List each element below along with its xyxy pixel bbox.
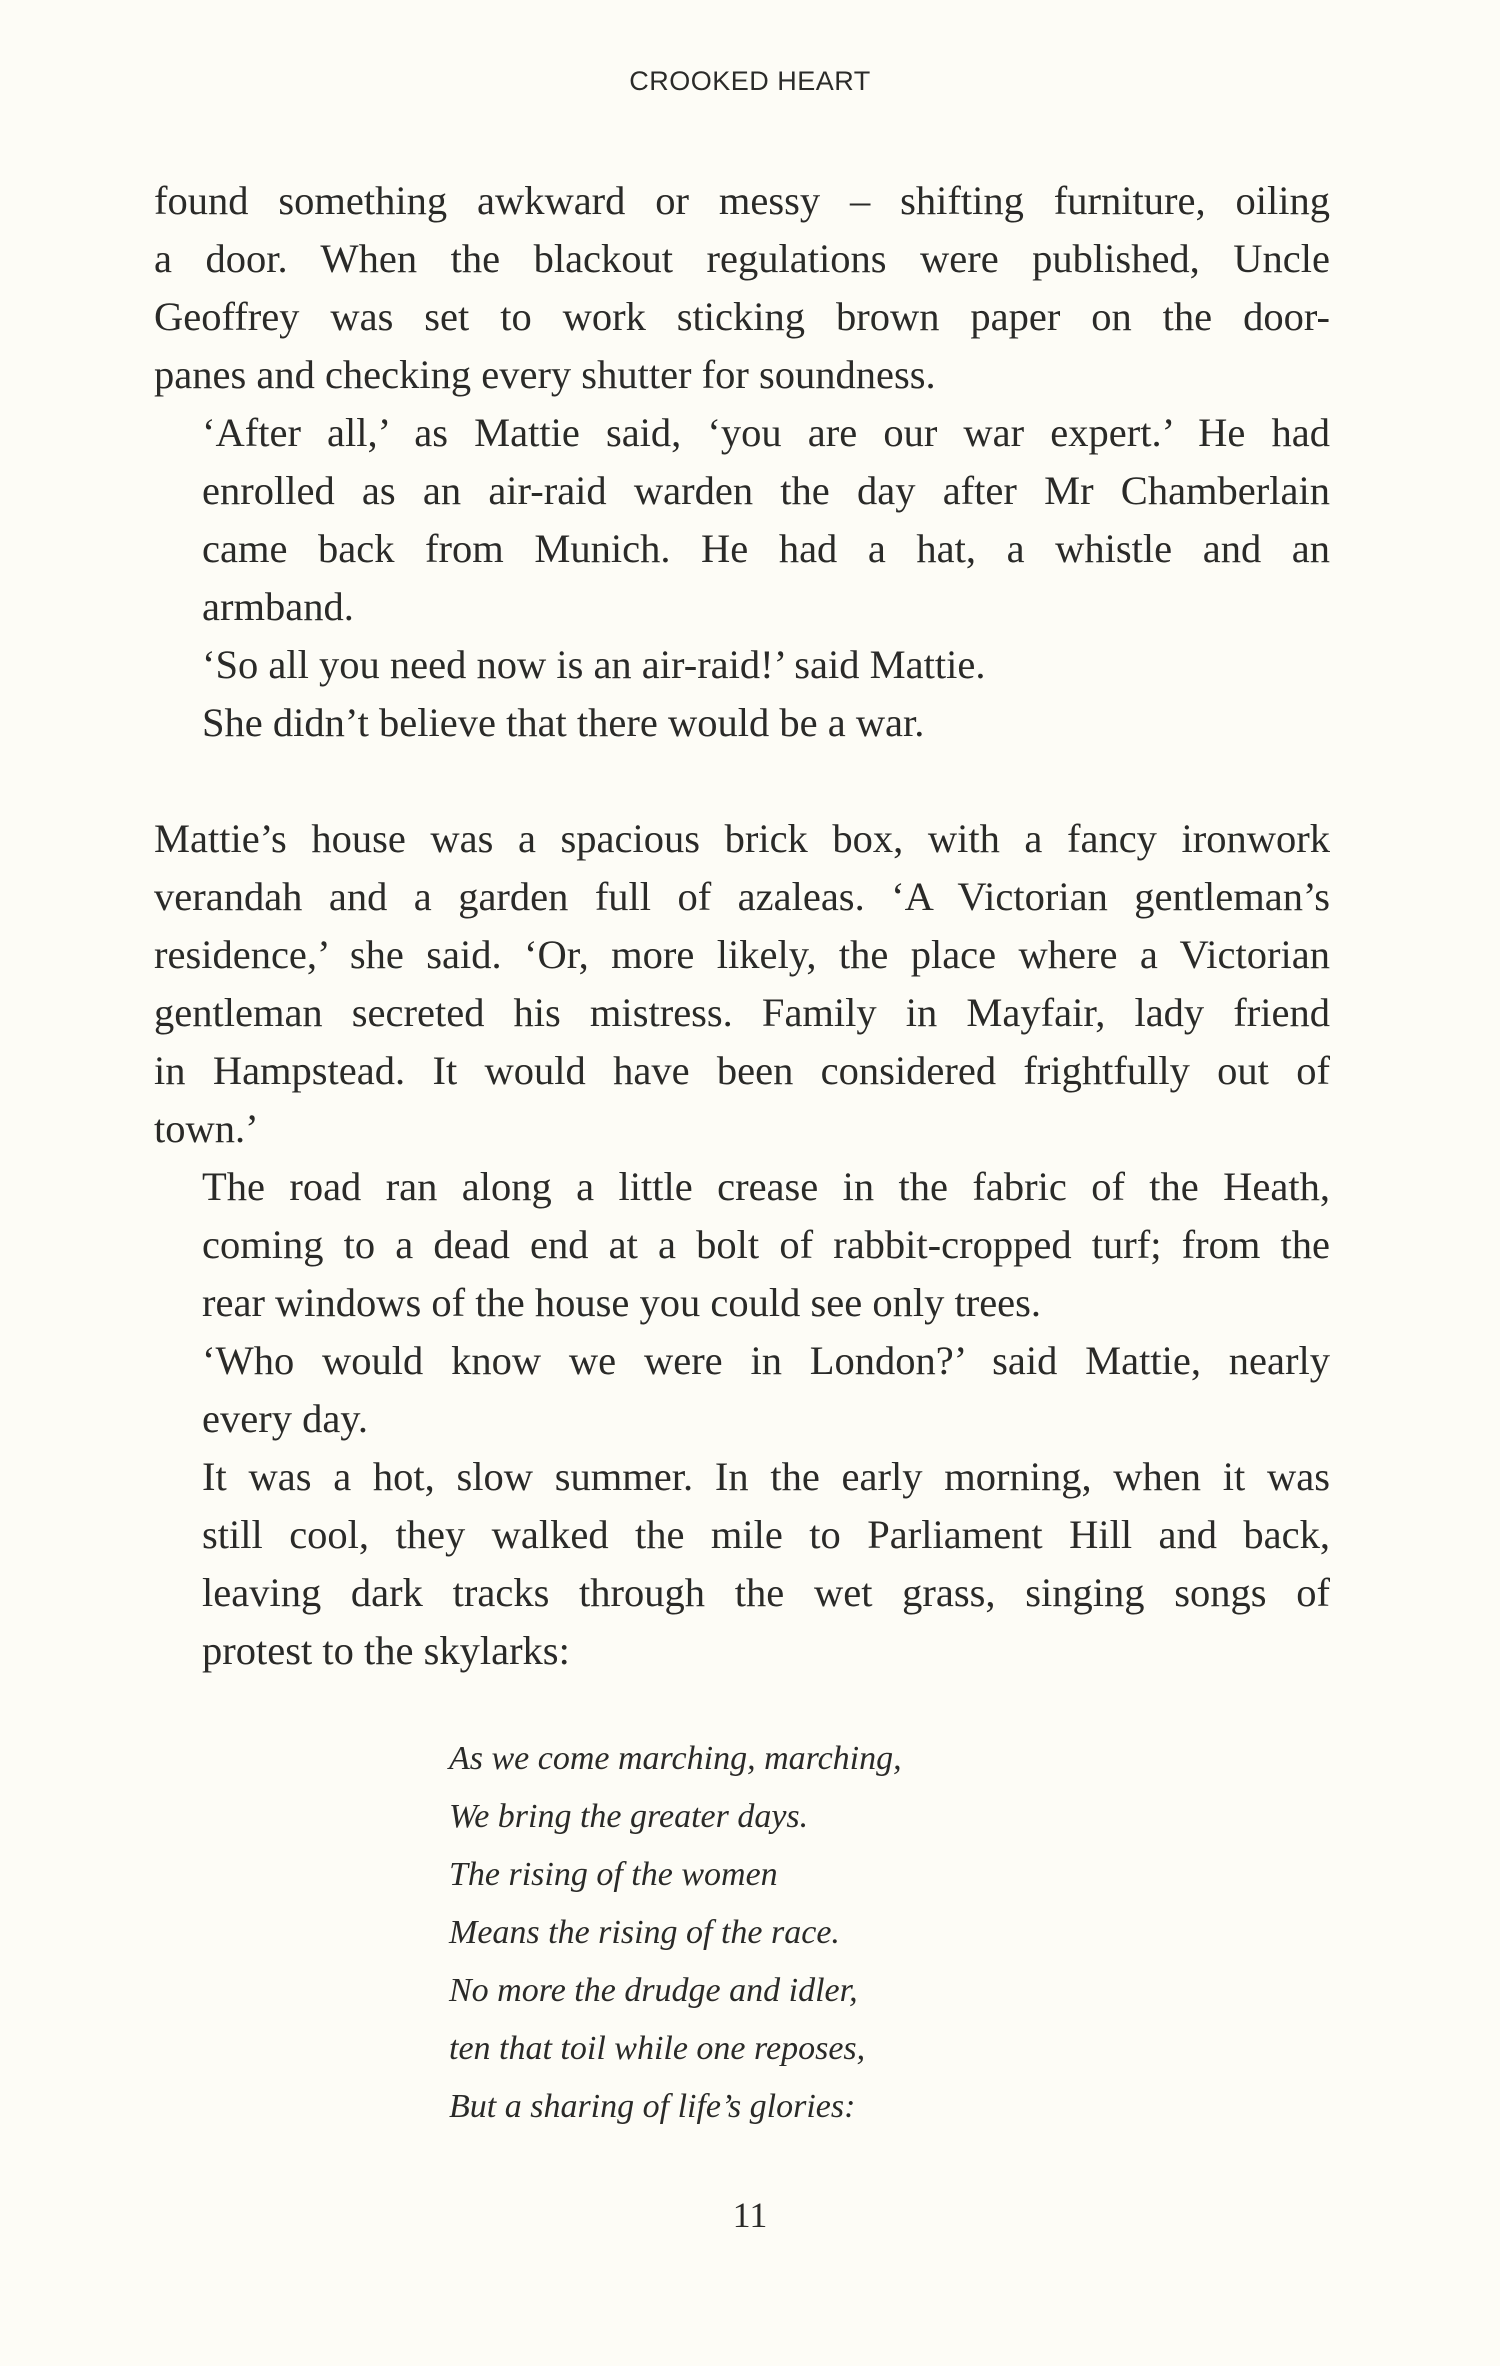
- paragraph: [154, 1158, 1330, 1332]
- text-line: coming to a dead end at a bolt of rabbit-cropped turf; from the: [202, 1222, 1330, 1267]
- verse-line: No more the drudge and idler,: [449, 1972, 858, 2009]
- text-line: Geoffrey was set to work sticking brown paper on the door-: [154, 294, 1330, 339]
- paragraph: [154, 1448, 1330, 1680]
- text-line: panes and checking every shutter for soundness.: [154, 352, 936, 397]
- paragraph: [154, 1332, 1330, 1448]
- text-line: ‘So all you need now is an air-raid!’ said Mattie.: [202, 642, 986, 687]
- verse-line: As we come marching, marching,: [449, 1740, 902, 1777]
- text-line: rear windows of the house you could see only trees.: [202, 1280, 1042, 1325]
- text-line: Mattie’s house was a spacious brick box, with a fancy ironwork: [154, 816, 1330, 861]
- paragraph: [154, 810, 1330, 1158]
- verse-line: But a sharing of life’s glories:: [449, 2088, 856, 2125]
- text-line: residence,’ she said. ‘Or, more likely, the place where a Victorian: [154, 932, 1330, 977]
- paragraph: [154, 694, 1330, 752]
- verse-line: ten that toil while one reposes,: [449, 2030, 866, 2067]
- paragraph: [154, 172, 1330, 404]
- verse-line: We bring the greater days.: [449, 1798, 809, 1835]
- text-line: still cool, they walked the mile to Parliament Hill and back,: [202, 1512, 1330, 1557]
- text-line: a door. When the blackout regulations were published, Uncle: [154, 236, 1330, 281]
- text-line: protest to the skylarks:: [202, 1628, 570, 1673]
- verse-block: [449, 1730, 902, 2136]
- verse-line: Means the rising of the race.: [449, 1914, 840, 1951]
- text-line: She didn’t believe that there would be a war.: [202, 700, 925, 745]
- text-line: town.’: [154, 1106, 259, 1151]
- section-break: [154, 752, 1330, 810]
- text-line: every day.: [202, 1396, 369, 1441]
- text-line: came back from Munich. He had a hat, a whistle and an: [202, 526, 1330, 571]
- paragraph: [154, 636, 1330, 694]
- text-line: found something awkward or messy – shifting furniture, oiling: [154, 178, 1330, 223]
- text-line: in Hampstead. It would have been considered frightfully out of: [154, 1048, 1330, 1093]
- text-line: verandah and a garden full of azaleas. ‘A Victorian gentleman’s: [154, 874, 1330, 919]
- page-number: 11: [732, 2195, 768, 2235]
- text-line: enrolled as an air-raid warden the day after Mr Chamberlain: [202, 468, 1330, 513]
- body-text: [154, 172, 1330, 1680]
- text-line: armband.: [202, 584, 354, 629]
- text-line: The road ran along a little crease in the fabric of the Heath,: [202, 1164, 1330, 1209]
- text-line: It was a hot, slow summer. In the early morning, when it was: [202, 1454, 1330, 1499]
- text-line: gentleman secreted his mistress. Family in Mayfair, lady friend: [154, 990, 1330, 1035]
- text-line: ‘Who would know we were in London?’ said Mattie, nearly: [202, 1338, 1330, 1383]
- paragraph: [154, 404, 1330, 636]
- text-line: leaving dark tracks through the wet grass, singing songs of: [202, 1570, 1330, 1615]
- running-head: CROOKED HEART: [629, 66, 871, 96]
- text-line: ‘After all,’ as Mattie said, ‘you are our war expert.’ He had: [202, 410, 1330, 455]
- verse-line: The rising of the women: [449, 1856, 778, 1893]
